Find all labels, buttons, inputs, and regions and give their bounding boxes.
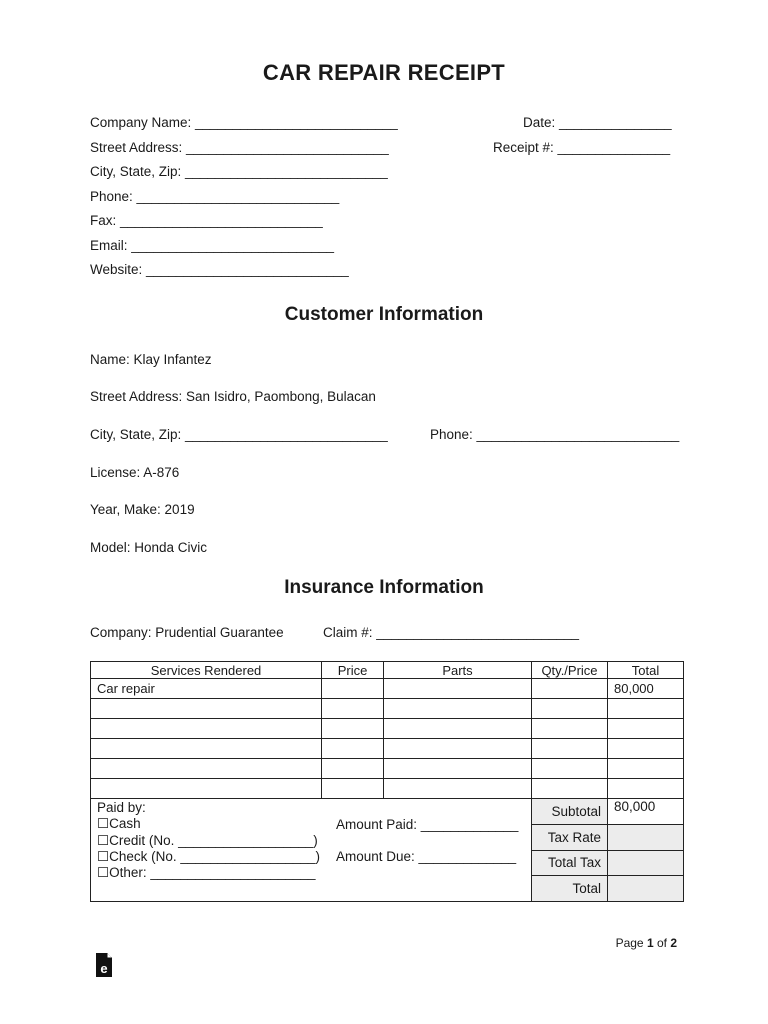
header-price: Price [322, 662, 384, 679]
services-table [90, 661, 684, 799]
table-cell [91, 779, 322, 799]
amount-due-field: Amount Due: _____________ [336, 849, 517, 864]
company-website-field: Website: ___________________________ [90, 262, 349, 277]
customer-info-heading: Customer Information [284, 304, 484, 325]
header-services-rendered: Services Rendered [91, 662, 322, 679]
page-title: CAR REPAIR RECEIPT [262, 60, 506, 85]
page-prefix: Page [615, 936, 647, 950]
page-total: 2 [670, 936, 677, 950]
table-cell [608, 719, 684, 739]
customer-name-field: Name: Klay Infantez [90, 352, 212, 367]
tax-rate-label: Tax Rate [532, 824, 608, 850]
table-cell [322, 739, 384, 759]
customer-city-field: City, State, Zip: ___________________________ [90, 427, 388, 442]
document-logo-icon [94, 952, 114, 978]
table-cell [532, 699, 608, 719]
date-field: Date: _______________ [523, 115, 672, 130]
payment-table [90, 798, 684, 902]
paid-by-box [91, 799, 532, 902]
table-row [91, 759, 684, 779]
credit-checkbox: ☐Credit (No. __________________) [97, 833, 318, 848]
total-value [608, 876, 684, 902]
insurance-claim-field: Claim #: ___________________________ [323, 625, 579, 640]
table-cell [608, 739, 684, 759]
table-cell [608, 759, 684, 779]
receipt-number-field: Receipt #: _______________ [493, 140, 671, 155]
services-header-row [91, 662, 684, 679]
customer-license-field: License: A-876 [90, 465, 180, 480]
table-cell [322, 759, 384, 779]
table-cell: Car repair [91, 679, 322, 699]
insurance-company-field: Company: Prudential Guarantee [90, 625, 284, 640]
company-street-field: Street Address: ___________________________ [90, 140, 389, 155]
table-cell [608, 779, 684, 799]
cash-checkbox: ☐Cash [97, 816, 141, 831]
table-cell [532, 759, 608, 779]
table-cell [532, 719, 608, 739]
table-cell [91, 699, 322, 719]
table-cell [384, 699, 532, 719]
table-cell [322, 779, 384, 799]
tax-rate-value [608, 824, 684, 850]
insurance-info-heading: Insurance Information [284, 577, 484, 598]
other-checkbox: ☐Other: ______________________ [97, 865, 316, 880]
total-label: Total [532, 876, 608, 902]
company-name-field: Company Name: ___________________________ [90, 115, 398, 130]
table-cell [532, 739, 608, 759]
company-phone-field: Phone: ___________________________ [90, 189, 340, 204]
table-cell [532, 679, 608, 699]
table-cell [91, 739, 322, 759]
table-cell [384, 779, 532, 799]
table-cell [384, 739, 532, 759]
table-cell [91, 759, 322, 779]
amount-paid-field: Amount Paid: _____________ [336, 817, 519, 832]
svg-text:e: e [100, 961, 108, 976]
table-cell [384, 759, 532, 779]
customer-street-field: Street Address: San Isidro, Paombong, Bulacan [90, 389, 376, 404]
total-tax-value [608, 850, 684, 876]
subtotal-value: 80,000 [608, 799, 684, 825]
table-cell [608, 699, 684, 719]
page-number: 1 [646, 936, 654, 950]
table-row [91, 739, 684, 759]
header-parts: Parts [384, 662, 532, 679]
customer-phone-field: Phone: ___________________________ [430, 427, 680, 442]
table-cell [91, 719, 322, 739]
header-qty-price: Qty./Price [532, 662, 608, 679]
table-row [91, 719, 684, 739]
page-indicator [616, 936, 677, 950]
table-cell [322, 699, 384, 719]
company-city-field: City, State, Zip: ___________________________ [90, 164, 388, 179]
table-row [91, 679, 684, 699]
table-row [91, 699, 684, 719]
table-cell [384, 719, 532, 739]
table-row [91, 779, 684, 799]
header-total: Total [608, 662, 684, 679]
table-cell [322, 719, 384, 739]
company-fax-field: Fax: ___________________________ [90, 213, 323, 228]
page-of: of [653, 936, 671, 950]
table-cell [322, 679, 384, 699]
paid-by-label: Paid by: [97, 800, 146, 815]
table-cell [532, 779, 608, 799]
customer-model-field: Model: Honda Civic [90, 540, 208, 555]
table-cell: 80,000 [608, 679, 684, 699]
subtotal-label: Subtotal [532, 799, 608, 825]
total-tax-label: Total Tax [532, 850, 608, 876]
customer-year-make-field: Year, Make: 2019 [90, 502, 195, 517]
check-checkbox: ☐Check (No. __________________) [97, 849, 321, 864]
table-cell [384, 679, 532, 699]
company-email-field: Email: ___________________________ [90, 238, 334, 253]
